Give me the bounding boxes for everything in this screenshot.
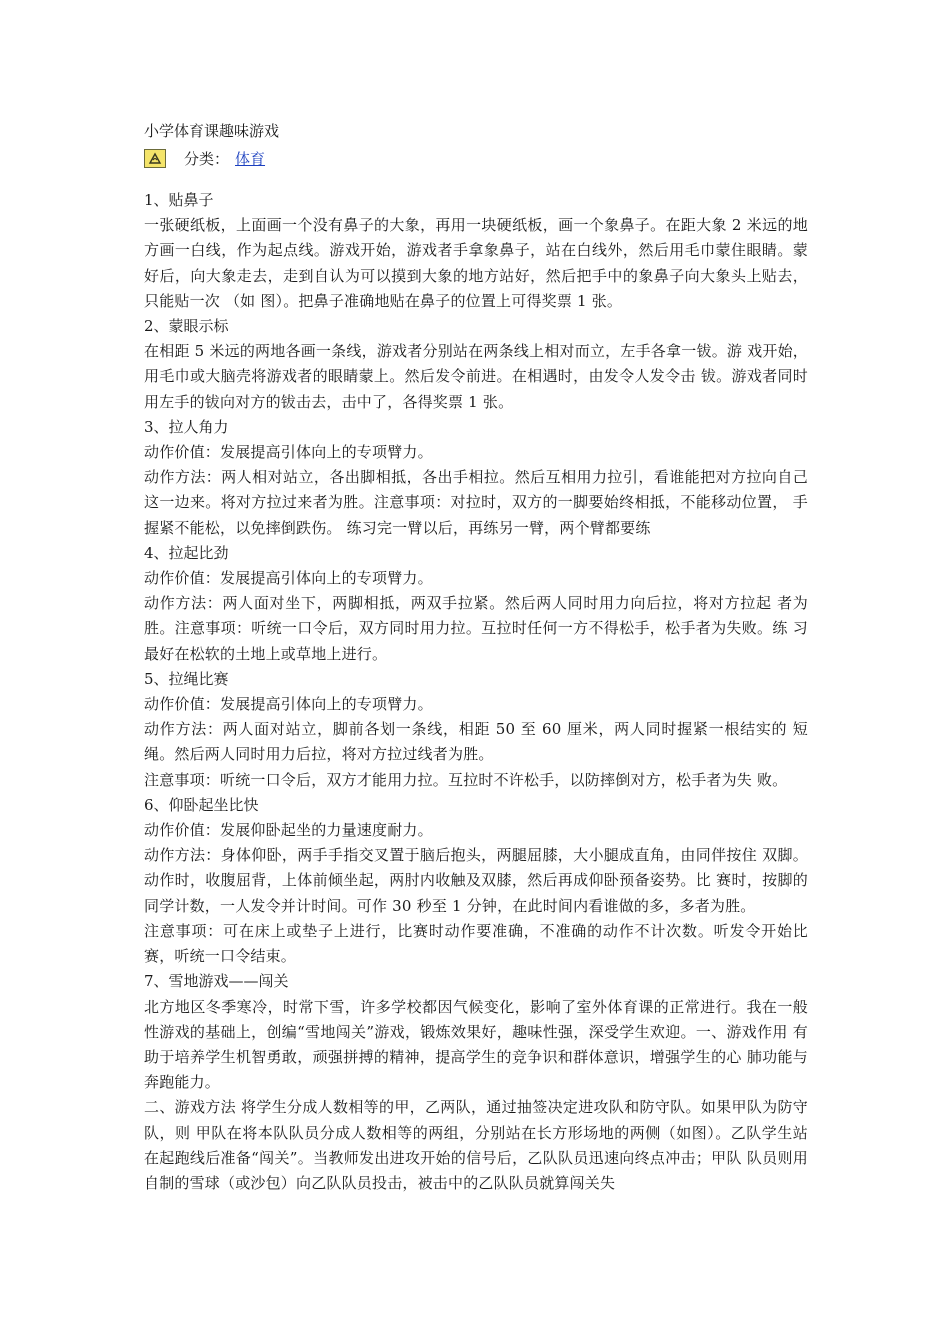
section-heading: 5、拉绳比赛 <box>144 669 229 688</box>
document-title: 小学体育课趣味游戏 <box>144 122 280 140</box>
section-paragraph: 动作方法：两人面对站立，脚前各划一条线，相距 50 至 60 厘米，两人同时握紧一根结实的 短绳。然后两人同时用力后拉，将对方拉过线者为胜。 <box>144 720 808 764</box>
section-heading: 2、蒙眼示标 <box>144 317 229 336</box>
section-paragraph: 动作方法：身体仰卧，两手手指交叉置于脑后抱头，两腿屈膝，大小腿成直角，由同伴按住 双脚。动作时，收腹屈背，上体前倾坐起，两肘内收触及双膝，然后再成仰卧预备姿势。比 赛时，按脚的同学计数，一人发令并计时间。可作 30 秒至 1 分钟，在此时间内看谁做的多，多者为胜。 <box>144 846 808 915</box>
section-heading: 3、拉人角力 <box>144 417 229 436</box>
section-heading: 7、雪地游戏——闯关 <box>144 972 289 991</box>
section-paragraph: 注意事项：听统一口令后，双方才能用力拉。互拉时不许松手，以防摔倒对方，松手者为失 败。 <box>144 770 788 789</box>
section-paragraph: 北方地区冬季寒冷，时常下雪，许多学校都因气候变化，影响了室外体育课的正常进行。我在一般性游戏的基础上，创编“雪地闯关”游戏，锻炼效果好，趣味性强，深受学生欢迎。一、游戏作用 有助于培养学生机智勇敢，顽强拼搏的精神，提高学生的竞争识和群体意识，增强学生的心 肺功能与奔跑能力。 <box>144 997 808 1092</box>
section-paragraph: 二、游戏方法 将学生分成人数相等的甲，乙两队，通过抽签决定进攻队和防守队。如果甲队为防守队，则 甲队在将本队队员分成人数相等的两组，分别站在长方形场地的两侧（如图）。乙队学生站 在起跑线后准备“闯关”。当教师发出进攻开始的信号后，乙队队员迅速向终点冲击；甲队 队员则用自制的雪球（或沙包）向乙队队员投击，被击中的乙队队员就算闯关失 <box>144 1098 808 1192</box>
document-page <box>144 118 808 1196</box>
section-heading: 6、仰卧起坐比快 <box>144 795 259 814</box>
section-paragraph: 动作方法：两人相对站立，各出脚相抵，各出手相拉。然后互相用力拉引，看谁能把对方拉向自己这一边来。将对方拉过来者为胜。注意事项：对拉时，双方的一脚要始终相抵，不能移动位置， 手握紧不能松，以免摔倒跌伤。 练习完一臂以后，再练另一臂，两个臂都要练 <box>144 468 808 537</box>
sections-container <box>144 188 808 1196</box>
section-paragraph: 注意事项：可在床上或垫子上进行，比赛时动作要准确，不准确的动作不计次数。听发令开始比赛，听统一口令结束。 <box>144 921 808 966</box>
category-label: 分类： <box>184 149 230 168</box>
section-paragraph: 动作价值：发展仰卧起坐的力量速度耐力。 <box>144 821 433 840</box>
section-heading: 1、贴鼻子 <box>144 191 214 209</box>
section-heading: 4、拉起比劲 <box>144 543 229 562</box>
section-paragraph: 在相距 5 米远的两地各画一条线，游戏者分别站在两条线上相对而立，左手各拿一钹。游 戏开始，用毛巾或大脑壳将游戏者的眼睛蒙上。然后发令前进。在相遇时，由发令人发令击 钹。游戏者同时用左手的钹向对方的钹击去，击中了，各得奖票 1 张。 <box>144 342 808 411</box>
section-paragraph: 动作价值：发展提高引体向上的专项臂力。 <box>144 443 433 462</box>
category-line <box>144 144 808 172</box>
section-paragraph: 一张硬纸板，上面画一个没有鼻子的大象，再用一块硬纸板，画一个象鼻子。在距大象 2 米远的地方画一白线，作为起点线。游戏开始，游戏者手拿象鼻子，站在白线外，然后用毛巾蒙住眼睛。蒙好后，向大象走去，走到自认为可以摸到大象的地方站好，然后把手中的象鼻子向大象头上贴去， 只能贴一次 （如 图）。把鼻子准确地贴在鼻子的位置上可得奖票 1 张。 <box>144 216 808 310</box>
document-category-icon <box>144 149 166 168</box>
spacer <box>144 172 808 188</box>
section-paragraph: 动作方法：两人面对坐下，两脚相抵，两双手拉紧。然后两人同时用力向后拉，将对方拉起 者为胜。注意事项：听统一口令后，双方同时用力拉。互拉时任何一方不得松手，松手者为失败。练 习最好在松软的土地上或草地上进行。 <box>144 594 808 663</box>
category-link[interactable]: 体育 <box>235 149 266 168</box>
section-paragraph: 动作价值：发展提高引体向上的专项臂力。 <box>144 569 433 588</box>
section-paragraph: 动作价值：发展提高引体向上的专项臂力。 <box>144 695 433 714</box>
